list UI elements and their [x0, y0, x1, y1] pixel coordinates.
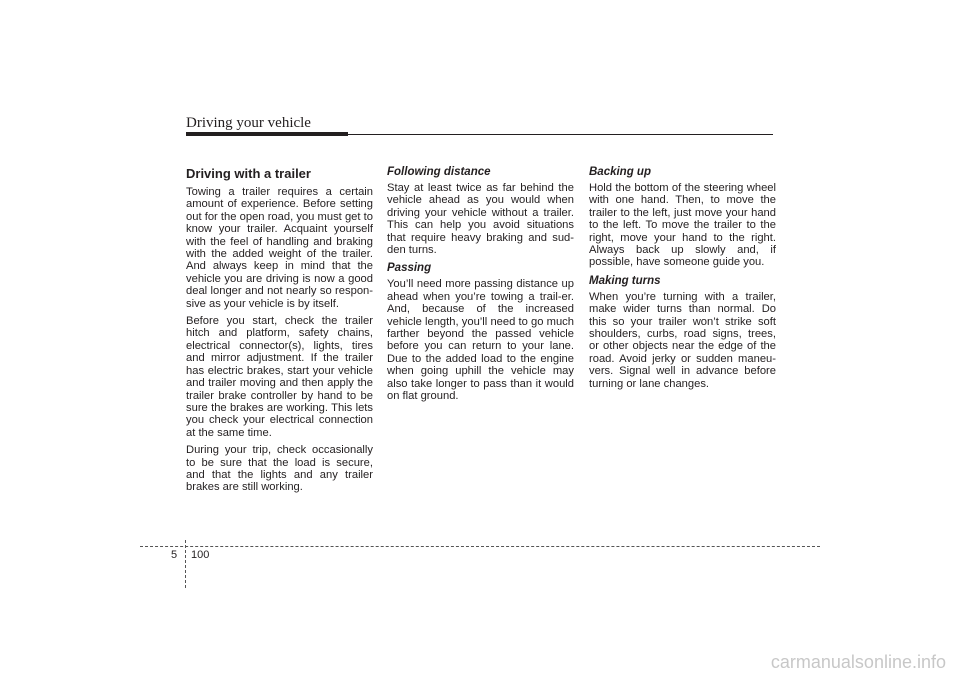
page-header-title: Driving your vehicle [186, 115, 311, 131]
following-distance-text: Stay at least twice as far behind the vehicle ahead as you would when driving your vehicle without a trailer. This can help you avoid situations that require heavy braking and sud-den turns. [387, 182, 574, 257]
chapter-number: 5 [171, 549, 178, 561]
backing-up-text: Hold the bottom of the steering wheel with one hand. Then, to move the trailer to the left, just move your hand to the left. To move the trailer to the right, move your hand to the right. Always back up slowly and, if possible, have someone guide you. [589, 182, 776, 269]
making-turns-text: When you’re turning with a trailer, make wider turns than normal. Do this so your trailer won’t strike soft shoulders, curbs, road signs, trees, or other objects near the edge of the road. Avoid jerky or sudden maneu-vers. Signal well in advance before turning or lane changes. [589, 290, 776, 390]
page-number: 100 [191, 549, 210, 561]
intro-paragraph: Towing a trailer requires a certain amount of experience. Before setting out for the open road, you must get to know your trailer. Acquaint yourself with the feel of handling and braking with the added weight of the trailer. And always keep in mind that the vehicle you are driving is now a good deal longer and not nearly so respon-sive as your vehicle is by itself. [186, 186, 373, 310]
passing-text: You’ll need more passing distance up ahead when you’re towing a trail-er. And, because of the increased vehicle length, you’ll need to go much farther beyond the passed vehicle before you can return to your lane. Due to the added load to the engine when going uphill the vehicle may also take longer to pass than it would on flat ground. [387, 278, 574, 403]
section-title: Driving with a trailer [186, 166, 311, 181]
backing-up-title: Backing up [589, 166, 651, 178]
passing-title: Passing [387, 262, 432, 275]
following-distance-title: Following distance [387, 166, 491, 178]
header-rule-thick [186, 132, 348, 136]
footer-dashed-rule [140, 546, 820, 547]
watermark: carmanualsonline.info [770, 652, 946, 672]
footer-dashed-divider [185, 540, 186, 588]
making-turns-title: Making turns [589, 274, 661, 287]
column-left [186, 166, 373, 499]
column-right [589, 166, 776, 395]
header-rule-thin [348, 134, 773, 135]
trip-paragraph: During your trip, check occasionally to be sure that the load is secure, and that the lights and any trailer brakes are still working. [186, 444, 373, 494]
column-middle [387, 166, 574, 408]
check-paragraph: Before you start, check the trailer hitch and platform, safety chains, electrical connector(s), lights, tires and mirror adjustment. If the trailer has electric brakes, start your vehicle and trailer moving and then apply the trailer brake controller by hand to be sure the brakes are working. This lets you check your electrical connection at the same time. [186, 315, 373, 439]
